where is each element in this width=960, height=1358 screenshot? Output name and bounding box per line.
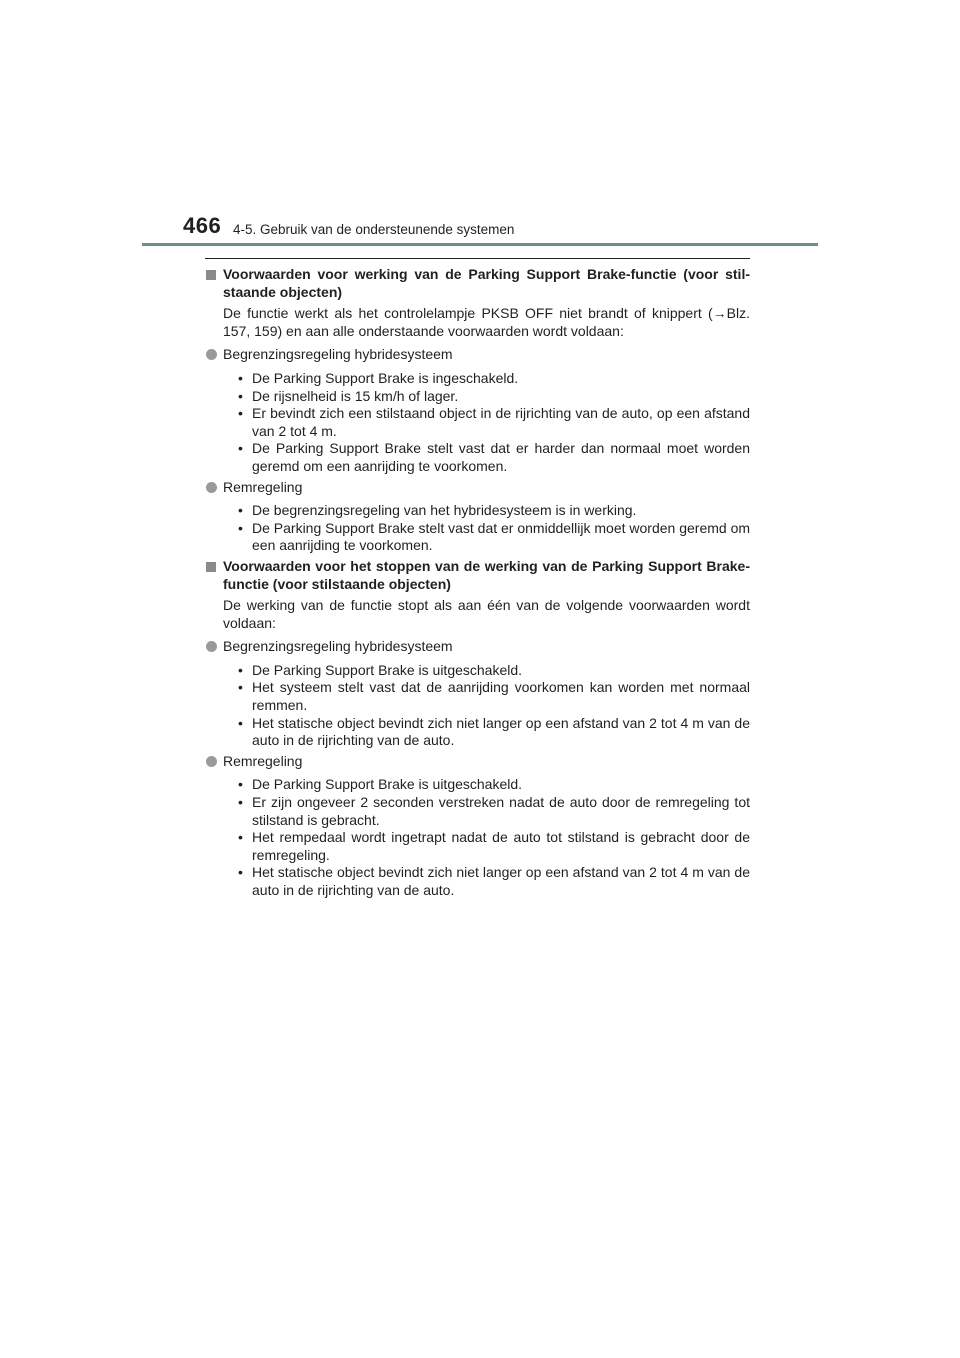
group-heading — [205, 753, 750, 771]
list-item-text: Er zijn ongeveer 2 seconden verstreken nadat de auto door de remregeling tot stilstand is gebracht. — [252, 794, 750, 828]
list-item-text: Er bevindt zich een stilstaand object in de rijrichting van de auto, op een afstand van 2 tot 4 m. — [252, 405, 750, 439]
square-bullet-icon — [206, 562, 216, 572]
list-item-text: De Parking Support Brake stelt vast dat er harder dan normaal moet worden geremd om een aanrijding te voorkomen. — [252, 440, 750, 474]
group-title: Remregeling — [223, 752, 303, 769]
list-item: • De begrenzingsregeling van het hybridesysteem is in werking. — [238, 502, 637, 519]
list-item: • De Parking Support Brake stelt vast dat er onmiddellijk moet worden geremd om een aanrijding te voorkomen. — [238, 519, 751, 554]
list-item-text: De begrenzingsregeling van het hybridesysteem is in werking. — [252, 502, 637, 519]
section-heading — [205, 558, 750, 593]
list-item: • Het rempedaal wordt ingetrapt nadat de auto tot stilstand is gebracht door de remregeling. — [238, 829, 750, 863]
condition-list — [205, 370, 750, 476]
group-title: Begrenzingsregeling hybridesysteem — [223, 638, 453, 655]
condition-list — [205, 502, 750, 555]
section-intro: De functie werkt als het controlelampje PKSB OFF niet brandt of knippert (→Blz. 157, 159) en aan alle onderstaande voorwaarden wordt voldaan: — [223, 305, 750, 339]
list-item-text: Het rempedaal wordt ingetrapt nadat de auto tot stilstand is gebracht door de remregeling. — [252, 829, 750, 863]
list-item: • Er zijn ongeveer 2 seconden verstreken nadat de auto door de remregeling tot stilstand is gebracht. — [238, 794, 750, 828]
section — [205, 558, 750, 900]
list-item-text: Het statische object bevindt zich niet langer op een afstand van 2 tot 4 m van de auto in de rijrichting van de auto. — [252, 864, 750, 898]
list-item-text: De Parking Support Brake is uitgeschakeld. — [252, 776, 523, 793]
list-item: • De Parking Support Brake is uitgeschakeld. — [238, 661, 523, 678]
circle-bullet-icon — [206, 482, 217, 493]
page-number: 466 — [183, 213, 222, 238]
circle-bullet-icon — [206, 349, 217, 360]
list-item: • Het systeem stelt vast dat de aanrijding voorkomen kan worden met normaal remmen. — [238, 679, 750, 714]
group-title: Remregeling — [223, 478, 303, 495]
section — [205, 266, 750, 555]
group-heading — [205, 479, 750, 497]
list-item: • Het statische object bevindt zich niet langer op een afstand van 2 tot 4 m van de auto in de rijrichting van de auto. — [238, 714, 750, 749]
list-item: • Het statische object bevindt zich niet langer op een afstand van 2 tot 4 m van de auto in de rijrichting van de auto. — [238, 864, 750, 898]
section-heading — [205, 266, 750, 301]
page-content — [205, 258, 750, 903]
section-heading-text: Voorwaarden voor het stoppen van de werking van de Parking Support Brake-functie (voor stilstaande objecten) — [223, 557, 750, 592]
circle-bullet-icon — [206, 641, 217, 652]
list-item: • De Parking Support Brake is ingeschakeld. — [238, 369, 519, 386]
condition-list — [205, 776, 750, 899]
chapter-title: 4-5. Gebruik van de ondersteunende systemen — [233, 222, 515, 237]
section-heading-text: Voorwaarden voor werking van de Parking Support Brake-functie (voor stil-staande objecten) — [223, 266, 750, 300]
section-divider — [205, 258, 750, 259]
list-item-text: Het systeem stelt vast dat de aanrijding voorkomen kan worden met normaal remmen. — [252, 679, 750, 714]
list-item: • Er bevindt zich een stilstaand object in de rijrichting van de auto, op een afstand van 2 tot 4 m. — [238, 405, 750, 439]
circle-bullet-icon — [206, 756, 217, 767]
list-item-text: De Parking Support Brake is uitgeschakeld. — [252, 661, 523, 678]
list-item: • De Parking Support Brake stelt vast dat er harder dan normaal moet worden geremd om een aanrijding te voorkomen. — [238, 440, 750, 474]
header-rule — [142, 243, 818, 246]
square-bullet-icon — [206, 270, 216, 280]
list-item: • De Parking Support Brake is uitgeschakeld. — [238, 776, 523, 793]
list-item: • De rijsnelheid is 15 km/h of lager. — [238, 387, 459, 404]
section-intro: De werking van de functie stopt als aan één van de volgende voorwaarden wordt voldaan: — [223, 597, 750, 631]
list-item-text: De Parking Support Brake stelt vast dat er onmiddellijk moet worden geremd om een aanrijding te voorkomen. — [252, 519, 751, 554]
group-heading — [205, 346, 750, 364]
group-title: Begrenzingsregeling hybridesysteem — [223, 346, 453, 363]
group-heading — [205, 638, 750, 656]
condition-list — [205, 662, 750, 750]
list-item-text: De rijsnelheid is 15 km/h of lager. — [252, 387, 459, 404]
list-item-text: Het statische object bevindt zich niet langer op een afstand van 2 tot 4 m van de auto in de rijrichting van de auto. — [252, 714, 750, 749]
list-item-text: De Parking Support Brake is ingeschakeld. — [252, 369, 519, 386]
